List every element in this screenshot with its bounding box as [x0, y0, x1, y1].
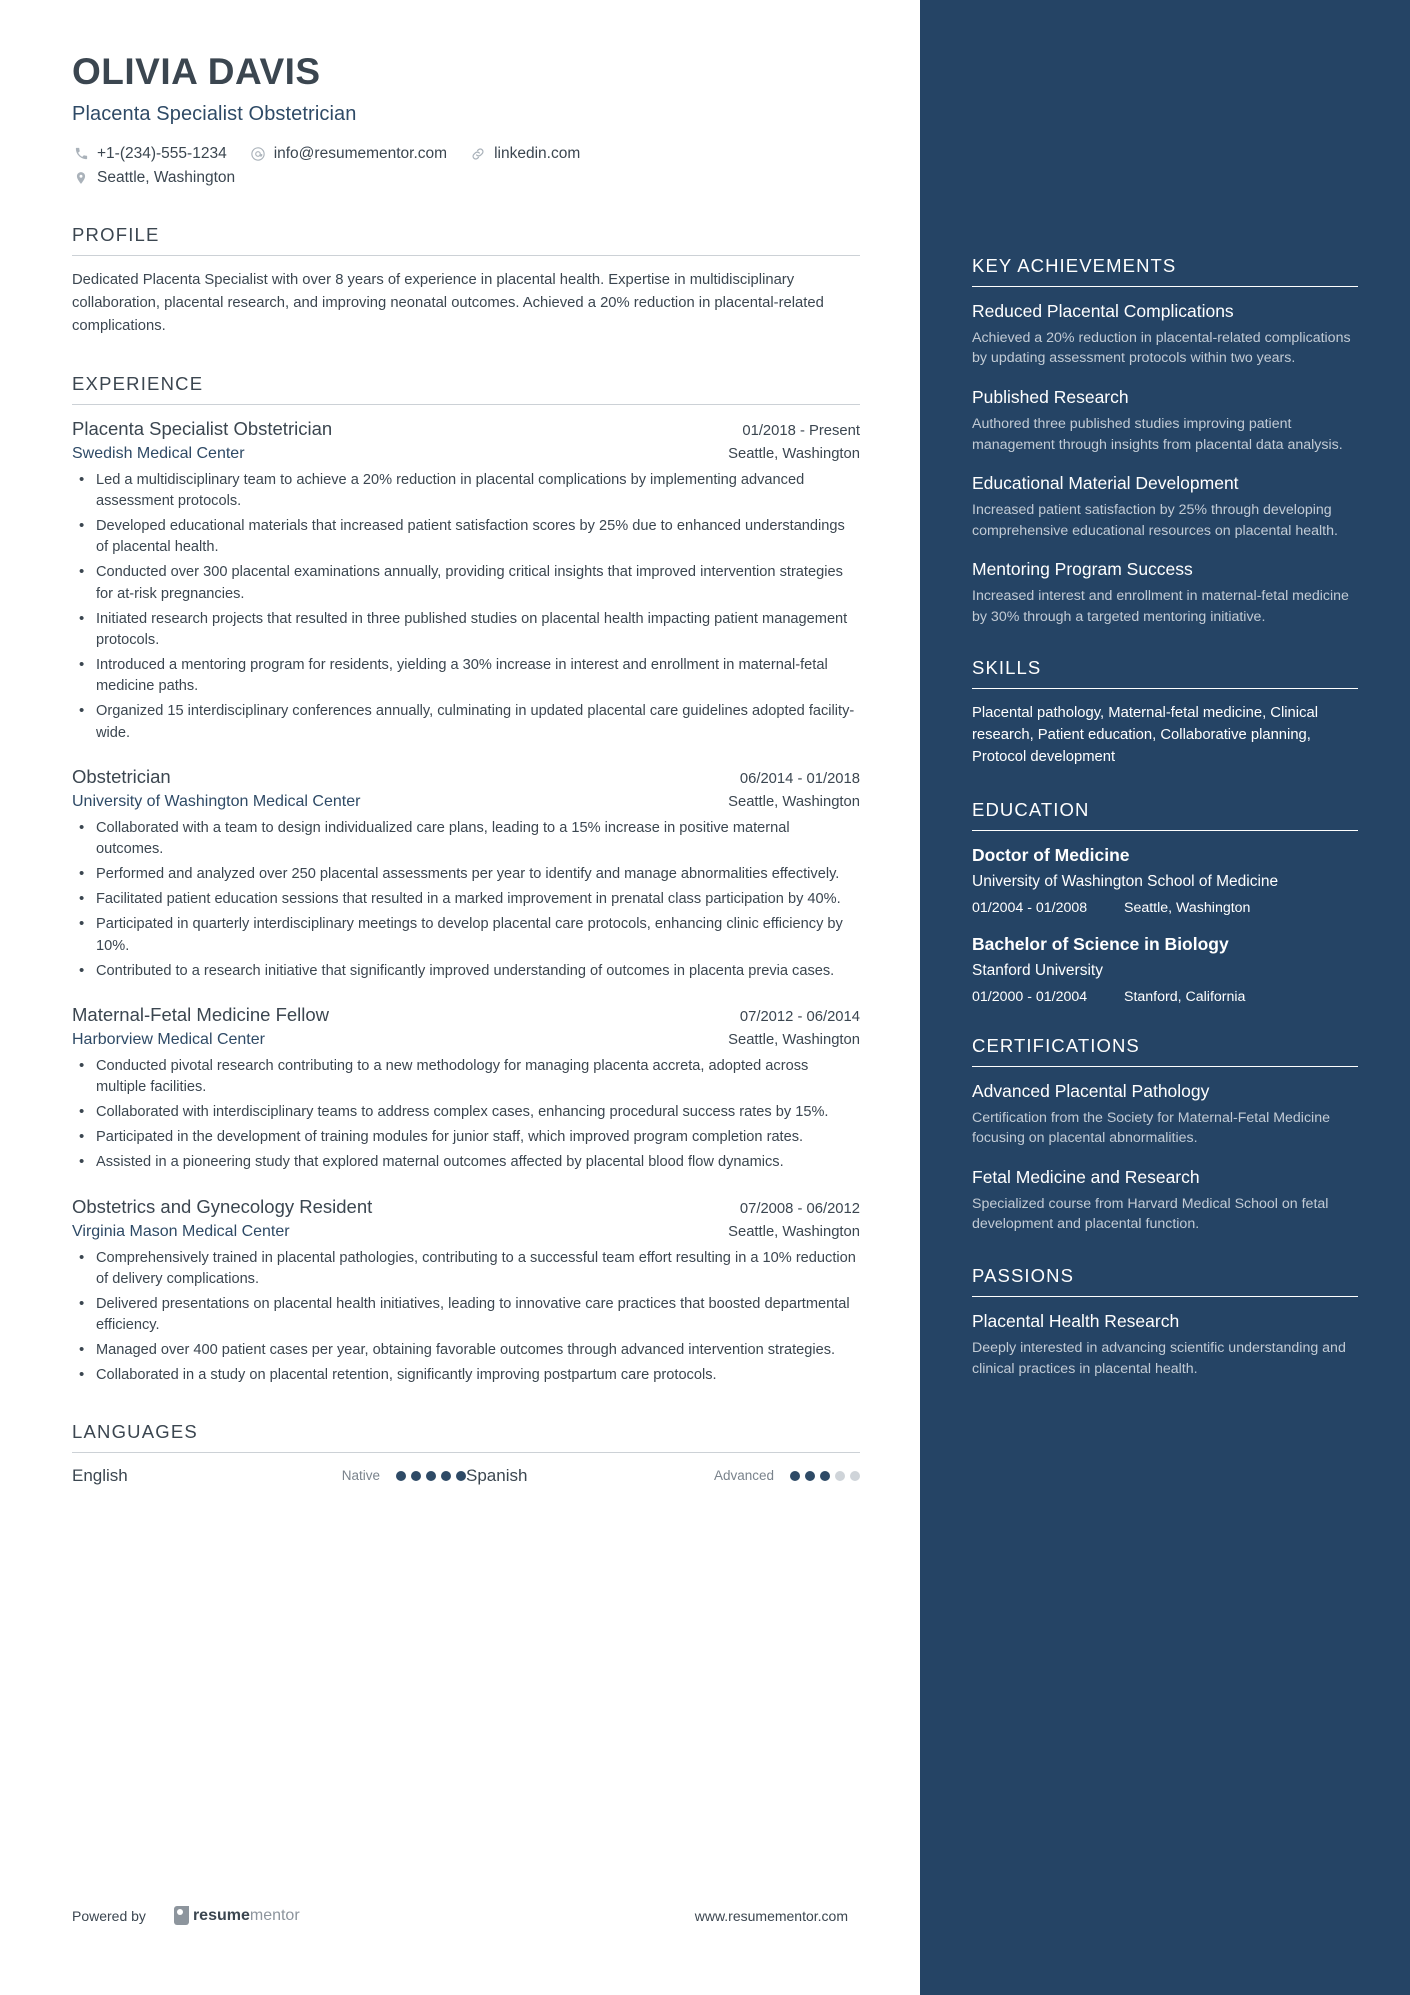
- contact-email[interactable]: [249, 142, 447, 166]
- achievements-heading: KEY ACHIEVEMENTS: [972, 255, 1358, 287]
- sidebar-item-description: Increased patient satisfaction by 25% through developing comprehensive educational resources on placental health.: [972, 502, 1338, 539]
- experience-location: Seattle, Washington: [728, 1223, 860, 1240]
- experience-company-row: [72, 1223, 860, 1241]
- sidebar-list-item: [972, 1081, 1358, 1149]
- sidebar-item-title: Advanced Placental Pathology: [972, 1080, 1210, 1101]
- experience-company: University of Washington Medical Center: [72, 792, 361, 810]
- contact-phone[interactable]: [72, 142, 227, 166]
- languages-section: [72, 1421, 860, 1486]
- experience-company: Virginia Mason Medical Center: [72, 1222, 290, 1240]
- contact-linkedin[interactable]: [469, 142, 580, 166]
- languages-heading: LANGUAGES: [72, 1421, 860, 1453]
- language-level: Native: [341, 1468, 380, 1484]
- sidebar-item-title: Educational Material Development: [972, 473, 1239, 494]
- skills-text: Placental pathology, Maternal-fetal medicine, Clinical research, Patient education, Collaborative planning, Protocol development: [972, 705, 1318, 766]
- experience-title-row: [72, 418, 860, 440]
- certifications-heading: CERTIFICATIONS: [972, 1035, 1358, 1067]
- rating-dot-filled: [805, 1471, 815, 1481]
- certifications-list: [972, 1081, 1358, 1235]
- education-location: Stanford, California: [1124, 988, 1246, 1005]
- experience-bullet: • Conducted over 300 placental examinations annually, providing critical insights that improved intervention strategies for at-risk pregnancies.: [72, 562, 860, 604]
- resumementor-logo: [174, 1906, 300, 1925]
- sidebar-list-item: [972, 1311, 1358, 1379]
- language-item: [466, 1466, 860, 1486]
- sidebar-list-item: [972, 301, 1358, 369]
- contact-email-text: info@resumementor.com: [273, 144, 448, 162]
- contact-location-text: Seattle, Washington: [97, 168, 236, 186]
- education-heading: EDUCATION: [972, 799, 1358, 831]
- experience-job-title: Obstetrics and Gynecology Resident: [72, 1195, 373, 1217]
- sidebar-item-description: Specialized course from Harvard Medical School on fetal development and placental function.: [972, 1195, 1329, 1233]
- experience-section: [72, 373, 860, 1387]
- experience-item: [72, 1004, 860, 1174]
- sidebar-item-description: Authored three published studies improving patient management through insights from placental data analysis.: [972, 415, 1343, 453]
- rating-dot-empty: [850, 1471, 860, 1481]
- language-rating-dots: [396, 1471, 466, 1481]
- rating-dot-filled: [790, 1471, 800, 1481]
- passions-section: [972, 1265, 1358, 1379]
- skills-section: [972, 657, 1358, 769]
- sidebar-item-description: Increased interest and enrollment in maternal-fetal medicine by 30% through a targeted mentoring initiative.: [972, 588, 1349, 625]
- experience-bullet: • Participated in the development of training modules for junior staff, which improved program completion rates.: [72, 1127, 860, 1148]
- experience-bullet: • Collaborated with a team to design individualized care plans, leading to a 15% increase in positive maternal outcomes.: [72, 818, 860, 860]
- experience-job-title: Maternal-Fetal Medicine Fellow: [72, 1003, 330, 1025]
- rating-dot-filled: [456, 1471, 466, 1481]
- experience-list: [72, 418, 860, 1387]
- phone-icon: [72, 145, 90, 163]
- experience-bullet: • Conducted pivotal research contributing to a new methodology for managing placenta accreta, adopted across multiple facilities.: [72, 1056, 860, 1098]
- sidebar-item-title: Published Research: [972, 387, 1129, 408]
- profile-heading: PROFILE: [72, 224, 860, 256]
- skills-heading: SKILLS: [972, 657, 1358, 689]
- rating-dot-filled: [426, 1471, 436, 1481]
- achievements-list: [972, 301, 1358, 627]
- powered-by-label: Powered by: [72, 1907, 146, 1924]
- education-school: Stanford University: [972, 961, 1103, 979]
- education-location: Seattle, Washington: [1124, 899, 1251, 916]
- experience-bullet: • Assisted in a pioneering study that explored maternal outcomes affected by placental blood flow dynamics.: [72, 1152, 860, 1173]
- footer-website[interactable]: www.resumementor.com: [694, 1907, 848, 1924]
- experience-bullet: • Facilitated patient education sessions that resulted in a marked improvement in prenatal class participation by 40%.: [72, 889, 860, 910]
- candidate-name: OLIVIA DAVIS: [72, 51, 321, 92]
- experience-bullet-list: [72, 470, 860, 744]
- experience-job-title: Obstetrician: [72, 765, 171, 787]
- rating-dot-filled: [411, 1471, 421, 1481]
- language-name: English: [72, 1465, 128, 1485]
- experience-item: [72, 418, 860, 744]
- experience-bullet: • Collaborated with interdisciplinary teams to address complex cases, enhancing procedural success rates by 15%.: [72, 1102, 860, 1123]
- sidebar-list-item: [972, 473, 1358, 541]
- experience-title-row: [72, 766, 860, 788]
- experience-bullet: • Collaborated in a study on placental retention, significantly improving postpartum care protocols.: [72, 1365, 860, 1386]
- experience-company: Swedish Medical Center: [72, 444, 245, 462]
- language-name: Spanish: [466, 1465, 528, 1485]
- experience-bullet: • Introduced a mentoring program for residents, yielding a 30% increase in interest and enrollment in maternal-fetal medicine paths.: [72, 655, 860, 697]
- contact-phone-text: +1-(234)-555-1234: [97, 144, 227, 162]
- passions-list: [972, 1311, 1358, 1379]
- email-icon: [249, 145, 267, 163]
- experience-bullet: • Comprehensively trained in placental pathologies, contributing to a successful team effort resulting in a 10% reduction of delivery complications.: [72, 1248, 860, 1290]
- education-school: University of Washington School of Medicine: [972, 872, 1279, 890]
- experience-location: Seattle, Washington: [728, 793, 860, 810]
- education-meta-row: [972, 989, 1358, 1005]
- candidate-job-title: Placenta Specialist Obstetrician: [72, 102, 357, 125]
- experience-item: [72, 766, 860, 982]
- passions-heading: PASSIONS: [972, 1265, 1358, 1297]
- education-section: [972, 799, 1358, 1005]
- contact-row: [72, 142, 860, 190]
- rating-dot-filled: [396, 1471, 406, 1481]
- experience-company: Harborview Medical Center: [72, 1030, 265, 1048]
- experience-title-row: [72, 1004, 860, 1026]
- experience-location: Seattle, Washington: [728, 1031, 860, 1048]
- education-dates: 01/2000 - 01/2004: [972, 988, 1088, 1005]
- sidebar-item-title: Reduced Placental Complications: [972, 301, 1234, 321]
- experience-dates: 07/2012 - 06/2014: [739, 1008, 860, 1025]
- language-level: Advanced: [713, 1468, 774, 1484]
- experience-bullet: • Led a multidisciplinary team to achieve a 20% reduction in placental complications by implementing advanced assessment protocols.: [72, 470, 860, 512]
- footer: [72, 1906, 848, 1925]
- powered-by-group: [72, 1906, 300, 1925]
- rating-dot-empty: [835, 1471, 845, 1481]
- sidebar-item-description: Deeply interested in advancing scientific understanding and clinical practices in placental health.: [972, 1339, 1346, 1377]
- contact-location: [72, 166, 235, 190]
- experience-job-title: Placenta Specialist Obstetrician: [72, 417, 333, 439]
- sidebar-list-item: [972, 1167, 1358, 1235]
- language-rating-dots: [790, 1471, 860, 1481]
- experience-bullet: • Managed over 400 patient cases per year, obtaining favorable outcomes through advanced intervention strategies.: [72, 1340, 860, 1361]
- experience-title-row: [72, 1196, 860, 1218]
- sidebar-list-item: [972, 559, 1358, 627]
- experience-bullet-list: [72, 1056, 860, 1174]
- experience-bullet: • Participated in quarterly interdisciplinary meetings to develop placental care protocols, enhancing clinic efficiency by 10%.: [72, 914, 860, 956]
- education-degree: Doctor of Medicine: [972, 844, 1130, 865]
- education-list: [972, 845, 1358, 1005]
- experience-item: [72, 1196, 860, 1387]
- sidebar-item-description: Certification from the Society for Maternal-Fetal Medicine focusing on placental abnormalities.: [972, 1109, 1330, 1147]
- rating-dot-filled: [820, 1471, 830, 1481]
- profile-section: [72, 224, 860, 339]
- languages-list: [72, 1466, 860, 1486]
- experience-company-row: [72, 793, 860, 811]
- experience-bullet: • Initiated research projects that resulted in three published studies on placental health impacting patient management protocols.: [72, 609, 860, 651]
- experience-dates: 07/2008 - 06/2012: [739, 1200, 860, 1217]
- experience-heading: EXPERIENCE: [72, 373, 860, 405]
- education-item: [972, 845, 1358, 916]
- location-icon: [72, 169, 90, 187]
- experience-bullet-list: [72, 1248, 860, 1387]
- education-dates: 01/2004 - 01/2008: [972, 899, 1088, 916]
- education-degree: Bachelor of Science in Biology: [972, 933, 1229, 954]
- education-meta-row: [972, 900, 1358, 916]
- brand-name-bold: resume: [192, 1906, 250, 1924]
- experience-location: Seattle, Washington: [728, 445, 860, 462]
- brand-name-light: mentor: [249, 1906, 300, 1924]
- experience-bullet-list: [72, 818, 860, 982]
- experience-bullet: • Developed educational materials that increased patient satisfaction scores by 25% due to enhanced understandings of placental health.: [72, 516, 860, 558]
- resumementor-mark-icon: [174, 1906, 189, 1925]
- certifications-section: [972, 1035, 1358, 1235]
- experience-bullet: • Delivered presentations on placental health initiatives, leading to innovative care practices that boosted departmental efficiency.: [72, 1294, 860, 1336]
- experience-bullet: • Performed and analyzed over 250 placental assessments per year to identify and manage abnormalities effectively.: [72, 864, 860, 885]
- education-item: [972, 934, 1358, 1005]
- profile-text: Dedicated Placenta Specialist with over 8 years of experience in placental health. Expertise in multidisciplinary collaboration, placental research, and improving neonatal outcomes. Achieved a 20% reduction in placental-related complications.: [72, 271, 824, 335]
- experience-dates: 01/2018 - Present: [742, 422, 860, 439]
- language-item: [72, 1466, 466, 1486]
- contact-linkedin-text: linkedin.com: [494, 144, 581, 162]
- rating-dot-filled: [441, 1471, 451, 1481]
- link-icon: [469, 145, 487, 163]
- sidebar-item-title: Placental Health Research: [972, 1311, 1180, 1332]
- experience-company-row: [72, 445, 860, 463]
- sidebar-item-title: Mentoring Program Success: [972, 559, 1193, 580]
- experience-dates: 06/2014 - 01/2018: [739, 770, 860, 787]
- experience-bullet: • Contributed to a research initiative that significantly improved understanding of outcomes in placenta previa cases.: [72, 961, 860, 982]
- experience-company-row: [72, 1031, 860, 1049]
- sidebar: [920, 0, 1410, 1995]
- sidebar-item-title: Fetal Medicine and Research: [972, 1167, 1200, 1188]
- experience-bullet: • Organized 15 interdisciplinary conferences annually, culminating in updated placental care guidelines adopted facility-wide.: [72, 701, 860, 743]
- sidebar-item-description: Achieved a 20% reduction in placental-related complications by updating assessment protocols within two years.: [972, 329, 1351, 367]
- sidebar-list-item: [972, 387, 1358, 455]
- achievements-section: [972, 255, 1358, 627]
